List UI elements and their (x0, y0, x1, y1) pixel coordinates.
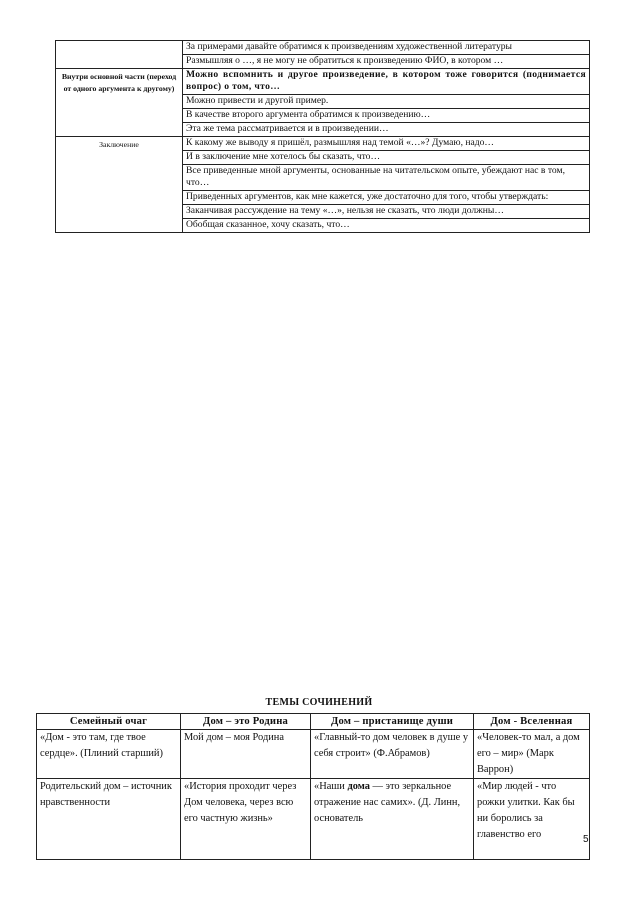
table-header-row (37, 714, 590, 730)
quote-text: «Наши (314, 781, 348, 792)
column-header: Дом – пристанище души (311, 714, 474, 730)
phrase-cell: Можно привести и другой пример. (183, 95, 590, 109)
column-header: Дом - Вселенная (474, 714, 590, 730)
section-label-conclusion: Заключение (56, 137, 183, 233)
phrase-table (55, 40, 590, 233)
section-label-intro (56, 41, 183, 69)
phrase-cell: Размышляя о …, я не могу не обратиться к произведению ФИО, в котором … (183, 55, 590, 69)
phrase-cell: Приведенных аргументов, как мне кажется, уже достаточно для того, чтобы утверждать: (183, 191, 590, 205)
phrase-cell: В качестве второго аргумента обратимся к произведению… (183, 109, 590, 123)
quote-text: — это зеркальное отражение нас самих». (Д. Линн, основатель (314, 781, 461, 824)
table-cell: «Дом - это там, где твое сердце». (Плиний старший) (37, 730, 181, 779)
column-header: Дом – это Родина (181, 714, 311, 730)
phrase-cell: Эта же тема рассматривается и в произведении… (183, 123, 590, 137)
table-cell (311, 779, 474, 860)
phrase-cell: За примерами давайте обратимся к произведениям художественной литературы (183, 41, 590, 55)
table-cell: «История проходит через Дом человека, через всю его частную жизнь» (181, 779, 311, 860)
table-row (56, 137, 590, 151)
themes-title: ТЕМЫ СОЧИНЕНИЙ (265, 697, 373, 708)
table-cell: Родительский дом – источник нравственности (37, 779, 181, 860)
phrase-cell: Можно вспомнить и другое произведение, в котором тоже говорится (поднимается вопрос) о том, что… (183, 69, 590, 95)
table-row (37, 730, 590, 779)
table-row (56, 41, 590, 55)
phrase-cell: Обобщая сказанное, хочу сказать, что… (183, 219, 590, 233)
table-cell: «Человек-то мал, а дом его – мир» (Марк Варрон) (474, 730, 590, 779)
phrase-cell: И в заключение мне хотелось бы сказать, что… (183, 151, 590, 165)
column-header: Семейный очаг (37, 714, 181, 730)
themes-table (36, 713, 590, 860)
table-row (37, 779, 590, 860)
section-label-transition: Внутри основной части (переход от одного аргумента к другому) (56, 69, 183, 137)
phrase-cell: Заканчивая рассуждение на тему «…», нельзя не сказать, что люди должны… (183, 205, 590, 219)
quote-emphasis: дома (347, 781, 370, 792)
phrase-cell: Все приведенные мной аргументы, основанные на читательском опыте, убеждают нас в том, что… (183, 165, 590, 191)
table-cell: Мой дом – моя Родина (181, 730, 311, 779)
phrase-cell: К какому же выводу я пришёл, размышляя над темой «…»? Думаю, надо… (183, 137, 590, 151)
page-number: 5 (583, 834, 589, 845)
table-row (56, 69, 590, 95)
table-cell: «Главный-то дом человек в душе у себя строит» (Ф.Абрамов) (311, 730, 474, 779)
table-cell: «Мир людей - что рожки улитки. Как бы ни боролись за главенство его (474, 779, 590, 860)
